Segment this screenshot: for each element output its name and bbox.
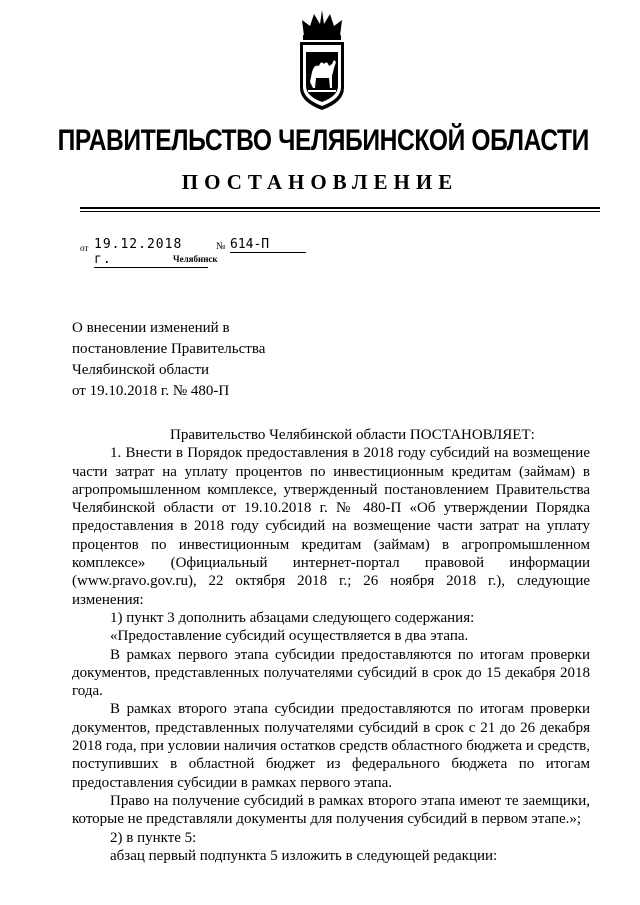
body-paragraph: 1. Внести в Порядок предоставления в 2018 году субсидий на возмещение части затрат на уплату процентов по инвестиционным кредитам (займам) в агропромышленном комплексе, утвержденный постановлением Правительства Челябинской области от 19.10.2018 г. № 480-П «Об утверждении Порядка предоставления в 2018 году субсидий на возмещение части затрат на уплату процентов по инвестиционным кредитам (займам) в агропромышленном комплексе» (Официальный интернет-портал правовой информации (www.pravo.gov.ru), 22 октября 2018 г.; 26 ноября 2018 г.), следующие изменения:	[72, 445, 590, 608]
document-type: ПОСТАНОВЛЕНИЕ	[181, 170, 459, 194]
subject-line: Челябинской области	[72, 362, 210, 378]
header-divider-thick	[80, 207, 600, 209]
number-prefix: №	[216, 241, 226, 252]
body-paragraph: 2) в пункте 5:	[110, 829, 197, 846]
body-paragraph: В рамках первого этапа субсидии предоставляются по итогам проверки документов, представленных получателями субсидий в срок до 15 декабря 2018 года.	[72, 646, 590, 700]
body-paragraph: Право на получение субсидий в рамках второго этапа имеют те заемщики, которые не представляли документы для получения субсидий в первом этапе.»;	[72, 792, 590, 828]
document-number: 614-П	[230, 237, 306, 253]
government-title: ПРАВИТЕЛЬСТВО ЧЕЛЯБИНСКОЙ ОБЛАСТИ	[57, 124, 589, 157]
document-date: 19.12.2018 г.	[94, 237, 208, 268]
subject-line: от 19.10.2018 г. № 480-П	[72, 383, 230, 399]
document-body	[72, 426, 590, 865]
document-subject	[72, 318, 270, 402]
body-paragraph: 1) пункт 3 дополнить абзацами следующего содержания:	[110, 609, 475, 626]
header-divider-thin	[80, 211, 600, 212]
body-paragraph: «Предоставление субсидий осуществляется в два этапа.	[110, 628, 469, 645]
body-heading: Правительство Челябинской области ПОСТАНОВЛЯЕТ:	[170, 427, 535, 443]
subject-line: постановление Правительства	[72, 341, 266, 357]
subject-line: О внесении изменений в	[72, 320, 230, 336]
document-city: Челябинск	[173, 254, 218, 264]
body-paragraph: абзац первый подпункта 5 изложить в следующей редакции:	[110, 847, 498, 864]
body-paragraph: В рамках второго этапа субсидии предоставляются по итогам проверки документов, представленных получателями субсидий в срок с 21 до 26 декабря 2018 года, при условии наличия остатков средств областного бюджета и средств, поступивших в областной бюджет из федерального бюджета по итогам предоставления субсидии в рамках первого этапа.	[72, 701, 590, 791]
date-prefix: от	[80, 243, 89, 253]
coat-of-arms-icon	[292, 6, 352, 114]
